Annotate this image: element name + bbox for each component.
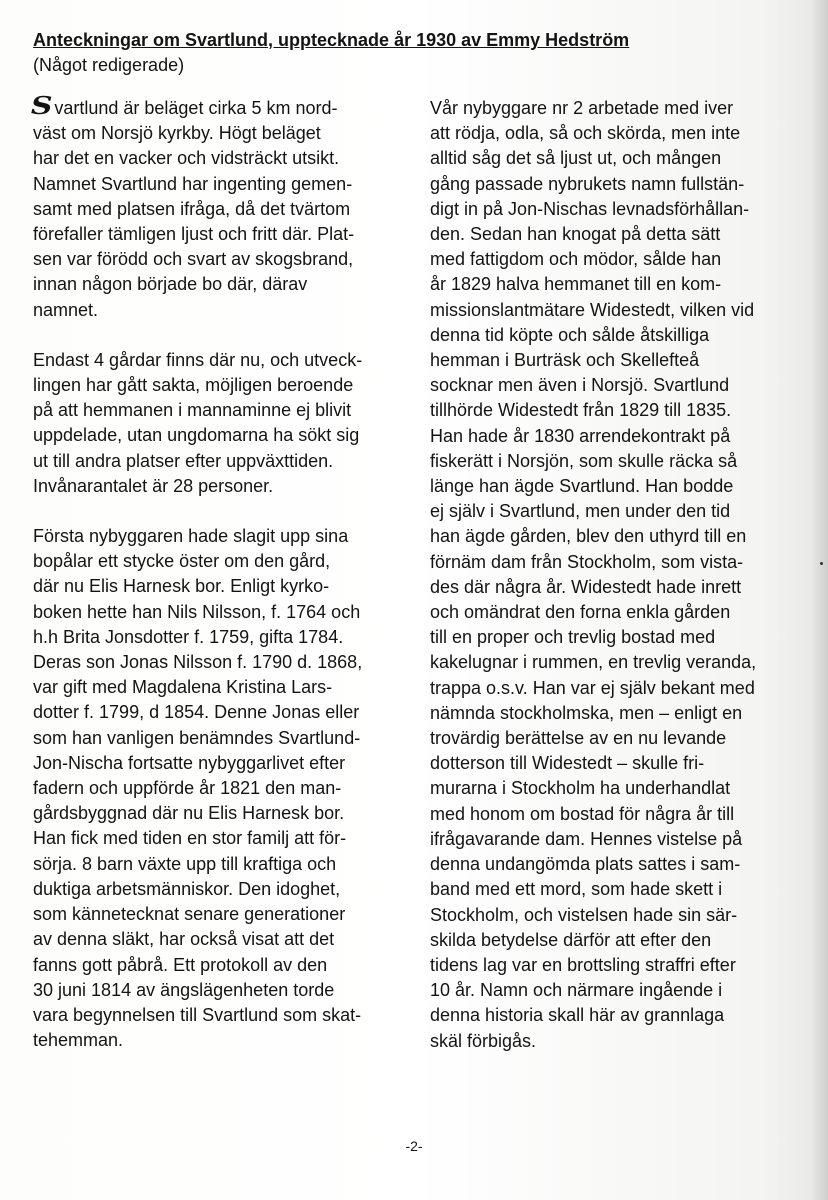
text-line	[33, 1003, 413, 1028]
line-text: har det en vacker och vidsträckt utsikt.	[33, 148, 340, 169]
line-text: fanns gott påbrå. Ett protokoll av den	[33, 954, 328, 975]
line-text: nämnda stockholmska, men – enligt en	[430, 702, 743, 723]
paragraph	[430, 96, 820, 1054]
text-line	[430, 247, 820, 272]
text-line	[430, 524, 820, 549]
document-title: Anteckningar om Svartlund, upptecknade år 1930 av Emmy Hedström	[33, 30, 630, 50]
text-line	[430, 96, 820, 121]
line-text: som kännetecknat senare generationer	[33, 904, 346, 925]
text-line	[33, 449, 413, 474]
text-line	[33, 776, 413, 801]
line-text: bopålar ett stycke öster om den gård,	[33, 551, 331, 572]
line-text: socknar men även i Norsjö. Svartlund	[430, 375, 730, 396]
line-text: fadern och uppförde år 1821 den man-	[33, 778, 342, 799]
text-line	[33, 373, 413, 398]
text-line	[33, 978, 413, 1003]
line-text: trappa o.s.v. Han var ej själv bekant med	[430, 677, 755, 698]
line-text: och omändrat den forna enkla gården	[430, 602, 731, 623]
text-line	[33, 197, 413, 222]
text-line	[33, 726, 413, 751]
text-line	[33, 801, 413, 826]
text-line	[33, 1028, 413, 1053]
text-line	[430, 953, 820, 978]
line-text: duktiga arbetsmänniskor. Den idoghet,	[33, 878, 341, 899]
line-text: trovärdig berättelse av en nu levande	[430, 728, 727, 749]
line-text: var gift med Magdalena Kristina Lars-	[33, 677, 333, 698]
line-text: denna undangömda plats sattes i sam-	[430, 854, 741, 875]
line-text: att rödja, odla, så och skörda, men inte	[430, 123, 741, 144]
text-line	[430, 676, 820, 701]
line-text: Endast 4 gårdar finns där nu, och utveck-	[33, 349, 363, 370]
line-text: Vår nybyggare nr 2 arbetade med iver	[430, 98, 734, 118]
text-line	[430, 222, 820, 247]
text-line	[430, 272, 820, 297]
line-text: förefaller tämligen ljust och fritt där. Plat-	[33, 224, 355, 245]
line-text: där nu Elis Harnesk bor. Enligt kyrko-	[33, 576, 330, 597]
text-line	[33, 474, 413, 499]
text-line	[33, 121, 413, 146]
line-text: ej själv i Svartlund, men under den tid	[430, 501, 731, 522]
text-line	[430, 499, 820, 524]
line-text: förnäm dam från Stockholm, som vista-	[430, 551, 744, 572]
margin-speck	[820, 562, 823, 565]
right-column	[430, 96, 820, 1054]
line-text: Jon-Nischa fortsatte nybyggarlivet efter	[33, 752, 346, 773]
text-line	[33, 272, 413, 297]
text-line	[430, 398, 820, 423]
text-line	[33, 927, 413, 952]
line-text: des där några år. Widestedt hade inrett	[430, 576, 742, 597]
text-line	[430, 373, 820, 398]
line-text: murarna i Stockholm ha underhandlat	[430, 778, 731, 799]
line-text: gång passade nybrukets namn fullstän-	[430, 173, 745, 194]
text-line	[430, 650, 820, 675]
line-text: kakelugnar i rummen, en trevlig veranda,	[430, 652, 757, 673]
line-text: dotterson till Widestedt – skulle fri-	[430, 753, 705, 774]
line-text: dotter f. 1799, d 1854. Denne Jonas eller	[33, 702, 360, 723]
text-line	[33, 574, 413, 599]
line-text: namnet.	[33, 299, 99, 320]
text-line	[430, 928, 820, 953]
line-text: Namnet Svartlund har ingenting gemen-	[33, 173, 353, 194]
text-line	[430, 449, 820, 474]
line-text: ifrågavarande dam. Hennes vistelse på	[430, 828, 743, 849]
line-text: tehemman.	[33, 1030, 124, 1051]
text-line	[430, 852, 820, 877]
line-text: denna historia skall här av grannlaga	[430, 1005, 725, 1026]
text-line	[430, 348, 820, 373]
line-text: Stockholm, och vistelsen hade sin sär-	[430, 904, 738, 925]
text-line	[33, 600, 413, 625]
line-text: tidens lag var en brottsling straffri efter	[430, 954, 736, 975]
text-line	[33, 852, 413, 877]
text-line	[430, 575, 820, 600]
text-line	[33, 902, 413, 927]
line-text: denna tid köpte och sålde åtskilliga	[430, 324, 710, 345]
text-line	[33, 675, 413, 700]
text-line	[33, 423, 413, 448]
line-text: gårdsbyggnad där nu Elis Harnesk bor.	[33, 803, 345, 824]
text-line	[430, 197, 820, 222]
line-text: Första nybyggaren hade slagit upp sina	[33, 526, 349, 547]
text-line	[430, 1029, 820, 1054]
line-text: innan någon började bo där, därav	[33, 274, 308, 295]
text-line	[430, 751, 820, 776]
text-line	[430, 978, 820, 1003]
text-line	[430, 121, 820, 146]
line-text: boken hette han Nils Nilsson, f. 1764 och	[33, 601, 361, 622]
paragraph	[33, 524, 413, 1053]
text-line	[33, 751, 413, 776]
line-text: sörja. 8 barn växte upp till kraftiga och	[33, 853, 337, 874]
line-text: med honom om bostad för några år till	[430, 803, 735, 824]
line-text: 10 år. Namn och närmare ingående i	[430, 980, 723, 1001]
text-line	[430, 172, 820, 197]
text-line	[430, 802, 820, 827]
text-line	[33, 146, 413, 171]
drop-cap: S	[30, 91, 53, 120]
line-text: fiskerätt i Norsjön, som skulle räcka så	[430, 450, 738, 471]
text-line	[33, 700, 413, 725]
text-line	[33, 524, 413, 549]
line-text: alltid såg det så ljust ut, och mången	[430, 148, 722, 169]
text-line	[33, 625, 413, 650]
text-line	[33, 298, 413, 323]
line-text: tillhörde Widestedt från 1829 till 1835.	[430, 400, 732, 421]
text-line	[430, 323, 820, 348]
text-line	[430, 625, 820, 650]
line-text: som han vanligen benämndes Svartlund-	[33, 727, 361, 748]
text-line	[430, 424, 820, 449]
text-line	[430, 701, 820, 726]
line-text: band med ett mord, som hade skett i	[430, 879, 723, 900]
text-line	[33, 953, 413, 978]
text-line	[430, 298, 820, 323]
line-text: ut till andra platser efter uppväxttiden.	[33, 450, 334, 471]
text-line	[430, 474, 820, 499]
text-line	[430, 877, 820, 902]
paragraph	[33, 348, 413, 499]
line-text: sen var förödd och svart av skogsbrand,	[33, 249, 354, 270]
line-text: länge han ägde Svartlund. Han bodde	[430, 476, 734, 497]
text-line	[33, 650, 413, 675]
paragraph	[30, 91, 413, 323]
text-line	[33, 222, 413, 247]
line-text: vartlund är beläget cirka 5 km nord-	[54, 98, 338, 118]
text-line	[430, 827, 820, 852]
line-text: med fattigdom och mödor, sålde han	[430, 249, 722, 270]
line-text: väst om Norsjö kyrkby. Högt beläget	[33, 123, 321, 144]
line-text: Invånarantalet är 28 personer.	[33, 475, 274, 496]
line-text: vara begynnelsen till Svartlund som skat-	[33, 1004, 362, 1025]
text-line	[33, 549, 413, 574]
line-text: 30 juni 1814 av ängslägenheten torde	[33, 979, 335, 1000]
text-line	[33, 398, 413, 423]
text-line	[33, 172, 413, 197]
page-number: -2-	[405, 1138, 423, 1154]
line-text: till en proper och trevlig bostad med	[430, 627, 716, 648]
line-text: han ägde gården, blev den uthyrd till en	[430, 526, 747, 547]
text-line	[430, 550, 820, 575]
line-text: på att hemmanen i mannaminne ej blivit	[33, 400, 352, 421]
text-line	[33, 247, 413, 272]
text-line	[33, 348, 413, 373]
line-text: samt med platsen ifråga, då det tvärtom	[33, 198, 351, 219]
line-text: av denna släkt, har också visat att det	[33, 929, 335, 950]
text-line	[430, 146, 820, 171]
line-text: skilda betydelse därför att efter den	[430, 929, 712, 950]
text-line	[430, 726, 820, 751]
text-line	[33, 826, 413, 851]
line-text: lingen har gått sakta, möjligen beroende	[33, 375, 354, 396]
text-line	[430, 1003, 820, 1028]
text-line	[430, 903, 820, 928]
left-column	[30, 91, 413, 1053]
text-line	[33, 877, 413, 902]
document-subtitle: (Något redigerade)	[33, 55, 185, 75]
text-line	[430, 600, 820, 625]
text-line	[30, 91, 413, 121]
line-text: Han hade år 1830 arrendekontrakt på	[430, 425, 731, 446]
line-text: uppdelade, utan ungdomarna ha sökt sig	[33, 425, 360, 446]
line-text: den. Sedan han knogat på detta sätt	[430, 224, 721, 245]
line-text: digt in på Jon-Nischas levnadsförhållan-	[430, 198, 750, 219]
line-text: h.h Brita Jonsdotter f. 1759, gifta 1784.	[33, 626, 344, 647]
line-text: skäl förbigås.	[430, 1030, 537, 1051]
line-text: missionslantmätare Widestedt, vilken vid	[430, 299, 755, 320]
text-line	[430, 776, 820, 801]
line-text: år 1829 halva hemmanet till en kom-	[430, 274, 722, 295]
line-text: Han fick med tiden en stor familj att för-	[33, 828, 347, 849]
line-text: Deras son Jonas Nilsson f. 1790 d. 1868,	[33, 652, 363, 673]
line-text: hemman i Burträsk och Skellefteå	[430, 350, 700, 371]
